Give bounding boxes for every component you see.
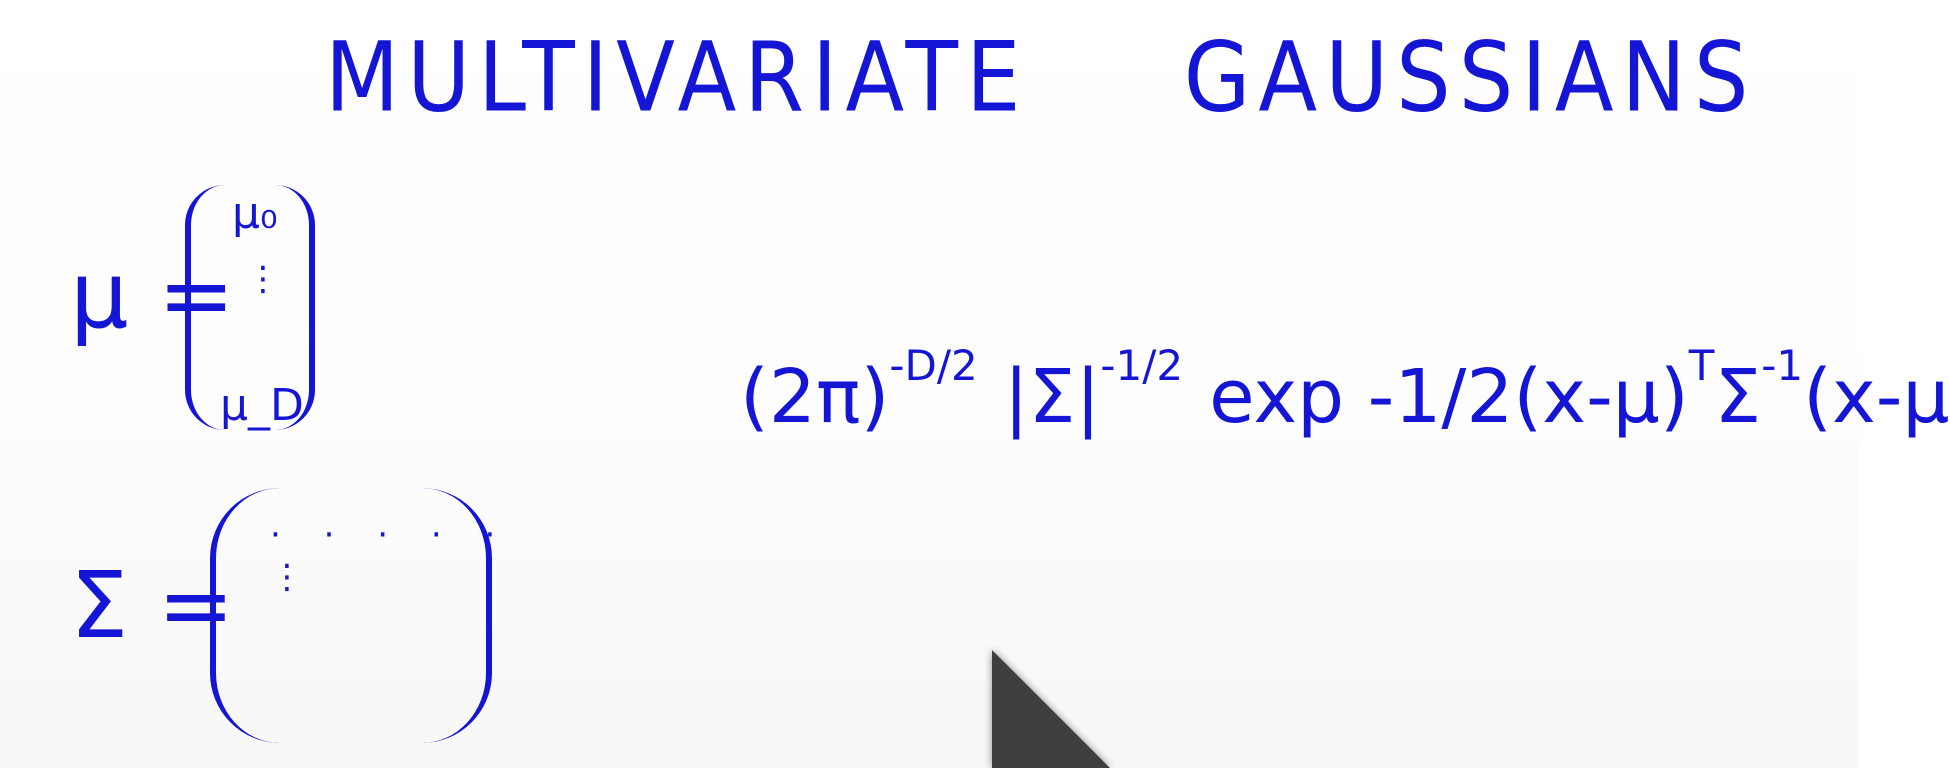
mean-vector-last-element: μ_D <box>220 380 304 431</box>
covariance-column-dots: ⋮ <box>270 557 304 597</box>
formula-normalizer-base: (2π) <box>740 354 890 440</box>
formula-trailing-term: (x-μ <box>1803 354 1950 440</box>
formula-transpose-mark: T <box>1688 341 1715 390</box>
page-title <box>325 22 1756 134</box>
mean-vector-first-element: μ₀ <box>232 188 278 239</box>
gaussian-density-formula <box>740 341 1950 440</box>
pen-cursor-icon <box>992 650 1110 768</box>
mean-vector-vertical-dots: ⋮ <box>246 259 280 299</box>
title-word-multivariate: MULTIVARIATE <box>325 22 1029 134</box>
mean-vector-label: μ = <box>70 242 235 349</box>
formula-exponential: exp -1/2(x-μ) <box>1209 354 1689 440</box>
covariance-matrix-label: Σ = <box>70 552 235 659</box>
formula-determinant-exponent: -1/2 <box>1100 341 1184 390</box>
covariance-row-dots: · · · · · <box>270 515 512 555</box>
formula-determinant: |Σ| <box>1003 354 1101 440</box>
formula-normalizer-exponent: -D/2 <box>889 341 978 390</box>
title-word-gaussians: GAUSSIANS <box>1183 22 1757 134</box>
formula-inverse-exponent: -1 <box>1761 341 1804 390</box>
formula-covariance-inverse: Σ <box>1714 354 1762 440</box>
